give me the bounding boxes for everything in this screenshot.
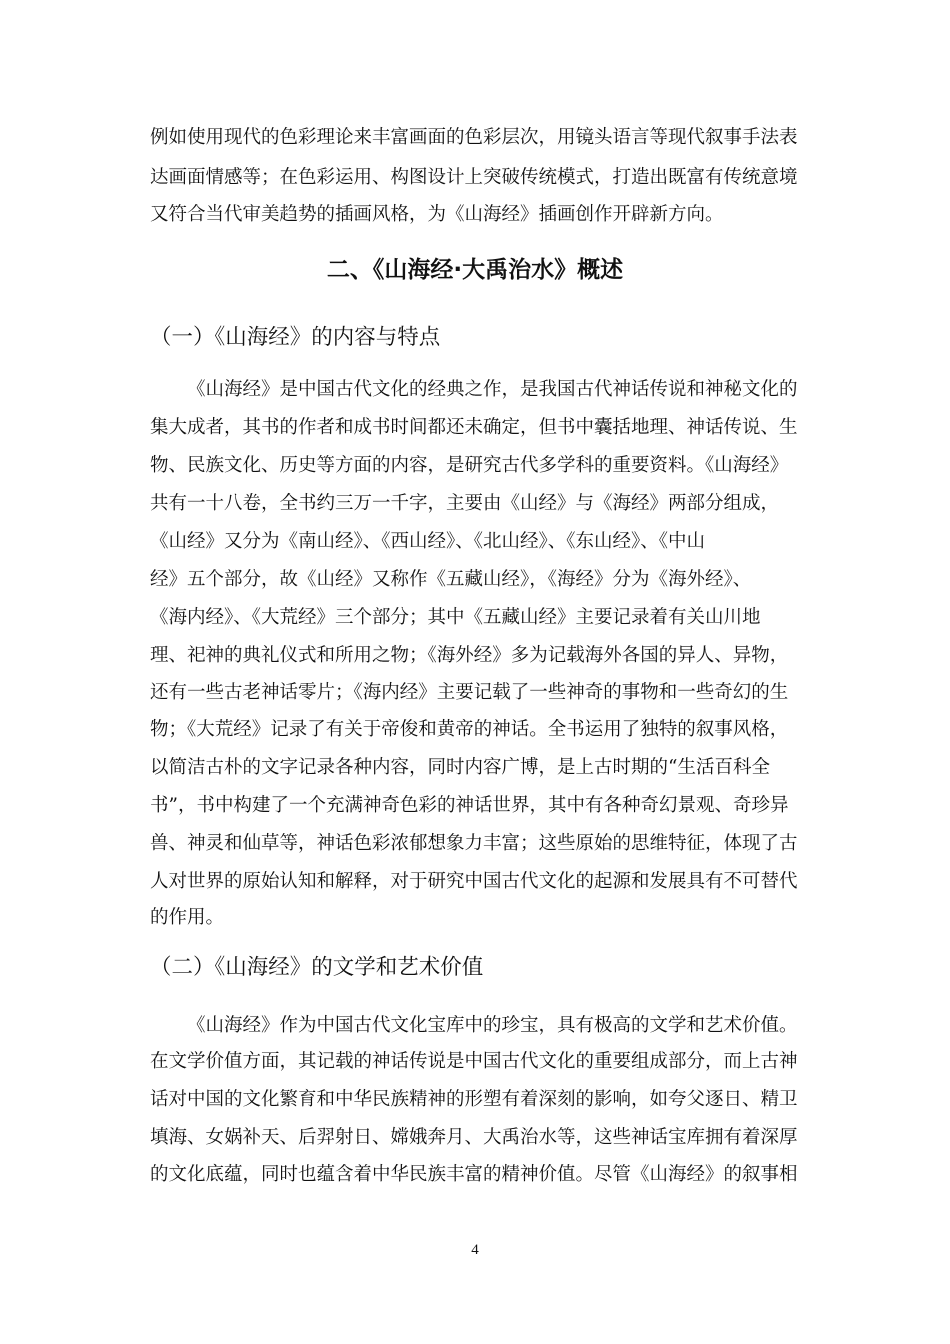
paragraph-line: 话对中国的文化繁育和中华民族精神的形塑有着深刻的影响，如夸父逐日、精卫 [150,1089,798,1110]
paragraph-line: 理、祀神的典礼仪式和所用之物；《海外经》多为记载海外各国的异人、异物， [150,645,789,666]
intro-line: 达画面情感等；在色彩运用、构图设计上突破传统模式，打造出既富有传统意境 [150,167,798,188]
paragraph-line: 的作用。 [150,907,225,928]
paragraph-line: 的文化底蕴，同时也蕴含着中华民族丰富的精神价值。尽管《山海经》的叙事相 [150,1164,798,1185]
chapter-title: 二、《山海经·大禹治水》概述 [326,257,624,283]
page-number: 4 [471,1242,479,1258]
section-title: （二）《山海经》的文学和艺术价值 [150,955,484,980]
paragraph-line: 经》五个部分，故《山经》又称作《五藏山经》，《海经》分为《海外经》、 [150,569,752,590]
paragraph-line: 在文学价值方面，其记载的神话传说是中国古代文化的重要组成部分，而上古神 [150,1051,798,1072]
paragraph-line: 以简洁古朴的文字记录各种内容，同时内容广博，是上古时期的“生活百科全 [150,757,770,778]
paragraph-line: 《山海经》是中国古代文化的经典之作，是我国古代神话传说和神秘文化的 [187,379,798,400]
paragraph-line: 人对世界的原始认知和解释，对于研究中国古代文化的起源和发展具有不可替代 [150,871,798,892]
paragraph-line: 《山经》又分为《南山经》、《西山经》、《北山经》、《东山经》、《中山 [150,531,706,552]
paragraph-line: 《山海经》作为中国古代文化宝库中的珍宝，具有极高的文学和艺术价值。 [187,1015,798,1036]
paragraph-line: 还有一些古老神话零片；《海内经》主要记载了一些神奇的事物和一些奇幻的生 [150,682,789,703]
paragraph-line: 《海内经》、《大荒经》三个部分；其中《五藏山经》主要记录着有关山川地 [150,607,761,628]
intro-line: 例如使用现代的色彩理论来丰富画面的色彩层次，用镜头语言等现代叙事手法表 [150,127,798,148]
intro-line: 又符合当代审美趋势的插画风格，为《山海经》插画创作开辟新方向。 [150,204,724,225]
section-title: （一）《山海经》的内容与特点 [150,325,441,350]
paragraph-line: 共有一十八卷，全书约三万一千字，主要由《山经》与《海经》两部分组成， [150,493,780,514]
paragraph-line: 物；《大荒经》记录了有关于帝俊和黄帝的神话。全书运用了独特的叙事风格， [150,719,789,740]
paragraph-line: 集大成者，其书的作者和成书时间都还未确定，但书中囊括地理、神话传说、生 [150,417,798,438]
paragraph-line: 填海、女娲补天、后羿射日、嫦娥奔月、大禹治水等，这些神话宝库拥有着深厚 [150,1127,798,1148]
paragraph-line: 物、民族文化、历史等方面的内容，是研究古代多学科的重要资料。《山海经》 [150,455,789,476]
paragraph-line: 书”，书中构建了一个充满神奇色彩的神话世界，其中有各种奇幻景观、奇珍异 [150,795,789,816]
paragraph-line: 兽、神灵和仙草等，神话色彩浓郁想象力丰富；这些原始的思维特征，体现了古 [150,833,798,854]
